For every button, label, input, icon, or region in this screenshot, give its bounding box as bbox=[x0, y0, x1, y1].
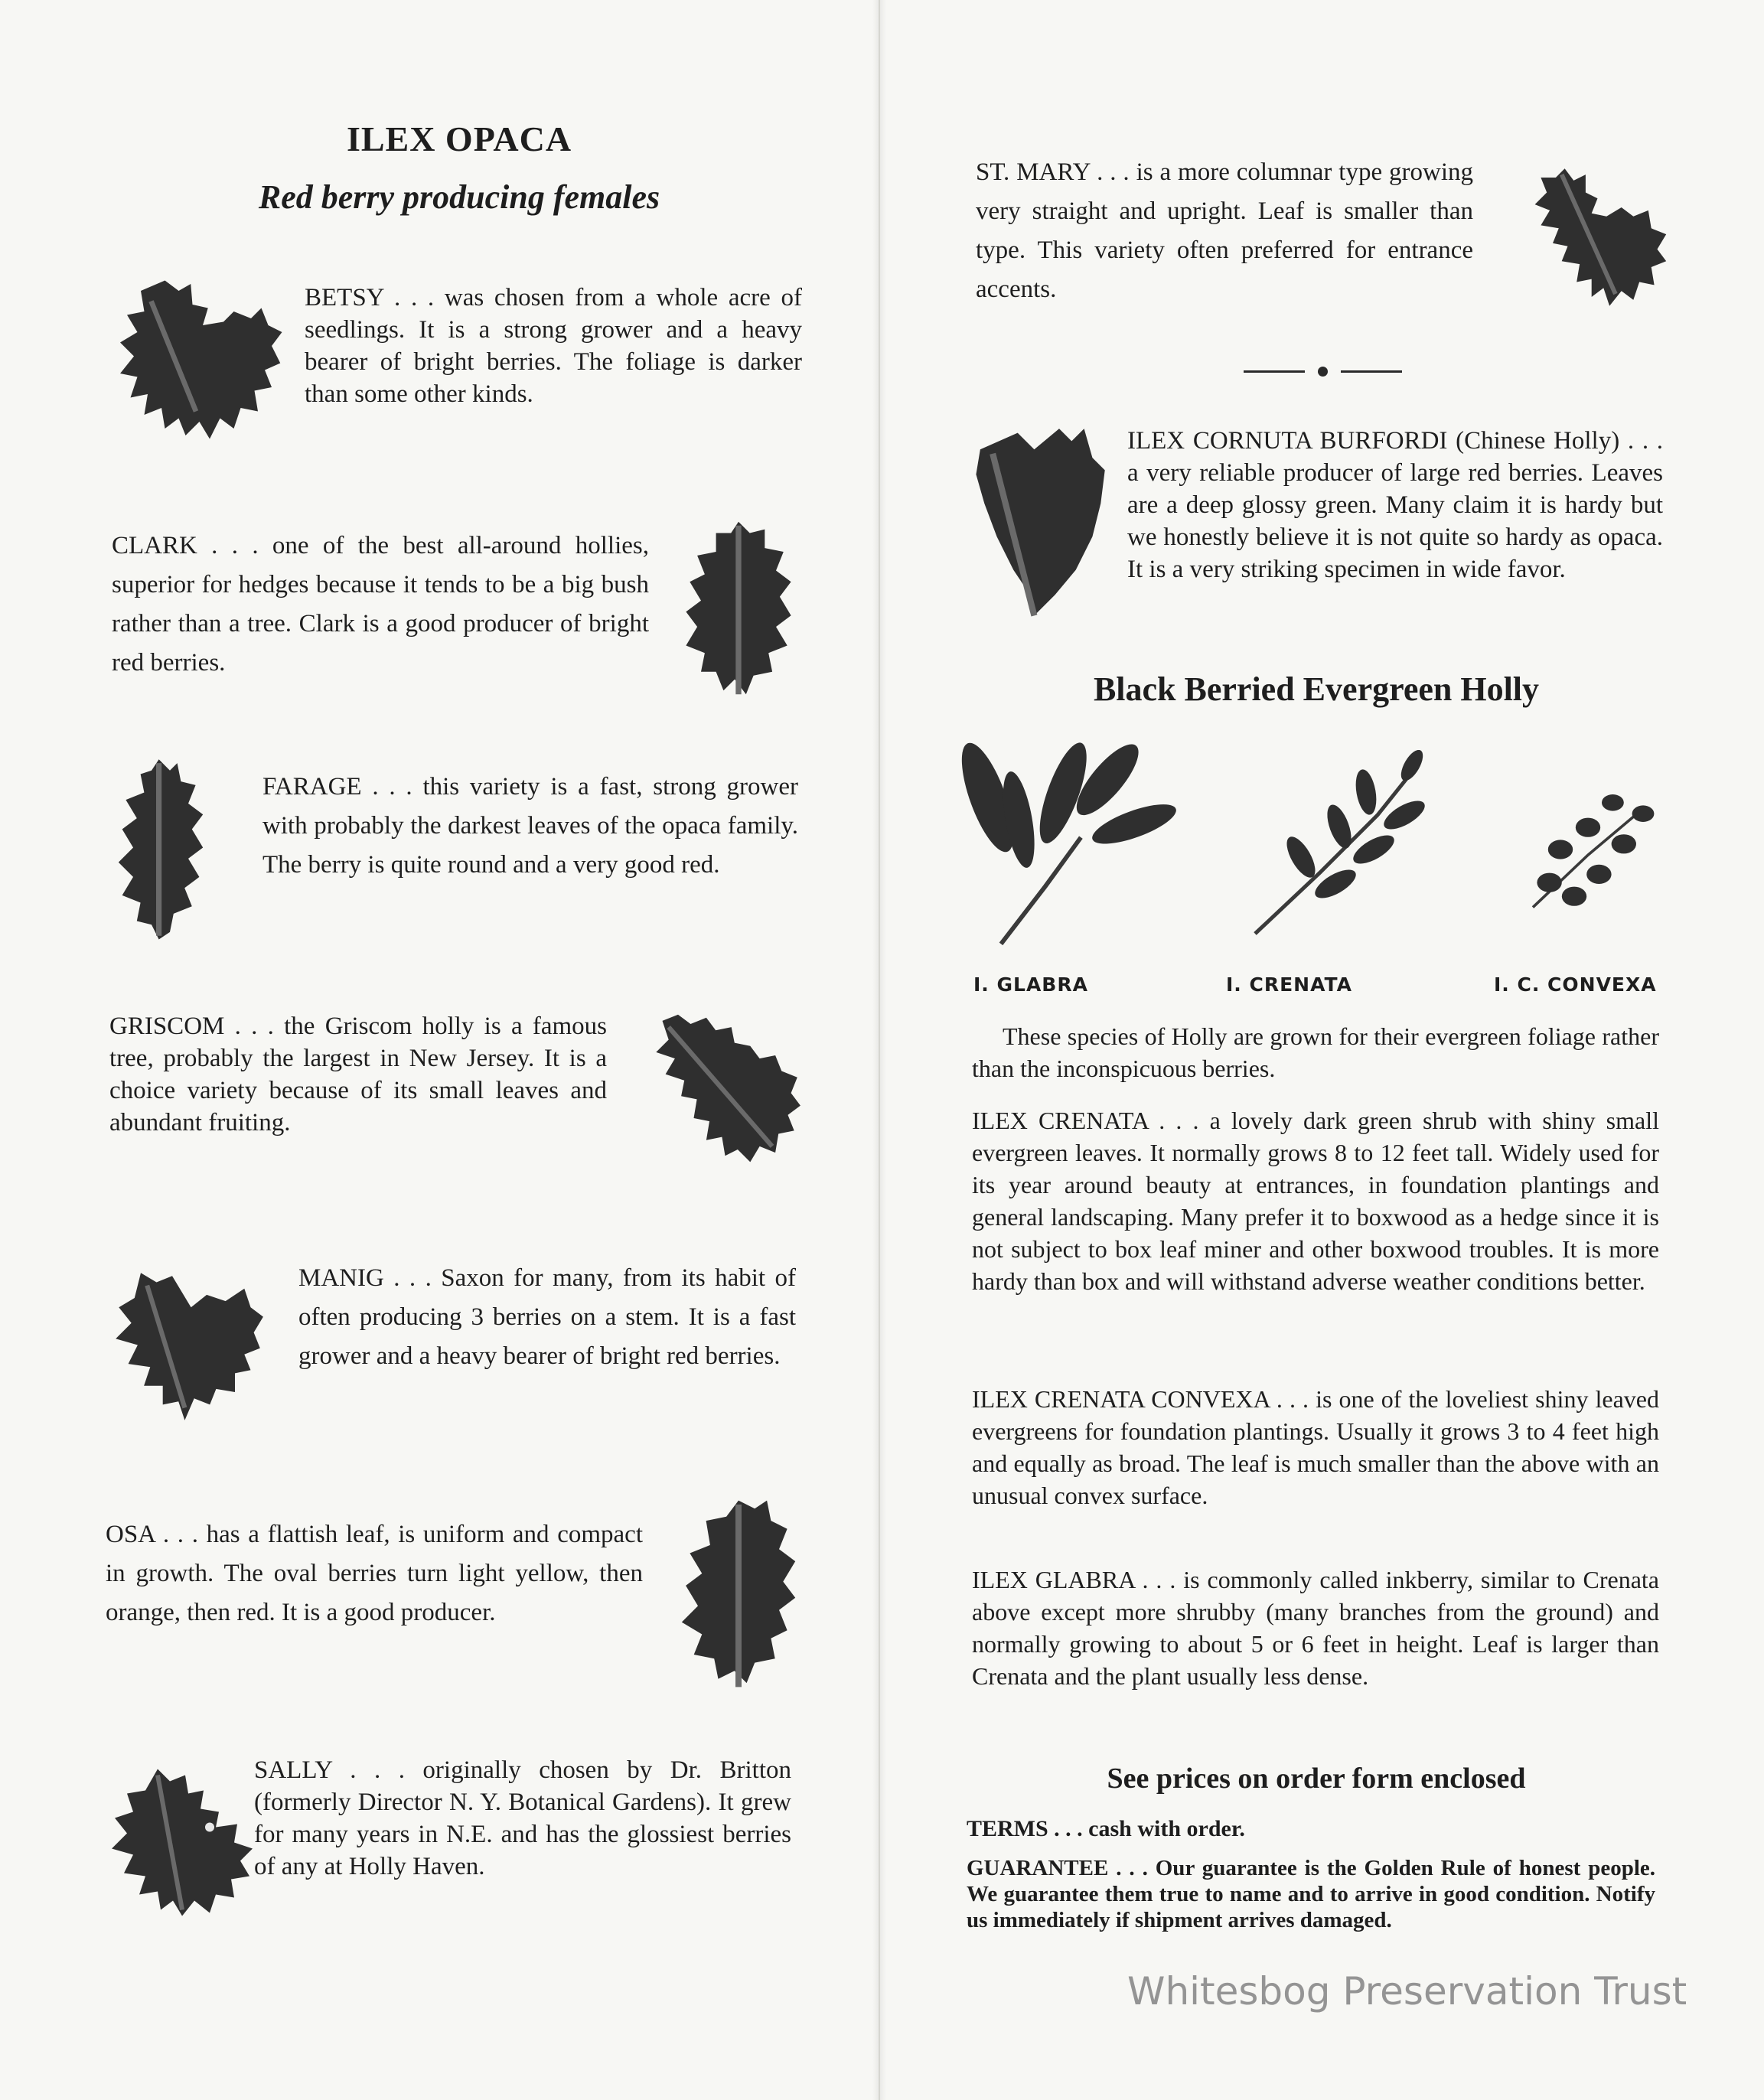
caption-glabra: I. GLABRA bbox=[973, 973, 1088, 996]
glabra-branch-icon bbox=[957, 731, 1179, 953]
holly-leaf-icon bbox=[972, 417, 1117, 631]
holly-leaf-icon bbox=[113, 260, 285, 459]
holly-leaf-icon bbox=[677, 1492, 800, 1695]
entry-st-mary: ST. MARY . . . is a more columnar type growing very straight and upright. Leaf is smaller than type. This variety often preferred for entrance accents. bbox=[976, 158, 1473, 303]
section-divider bbox=[1244, 360, 1404, 383]
convexa-branch-icon bbox=[1519, 781, 1657, 918]
holly-leaf-icon bbox=[1523, 138, 1672, 337]
holly-leaf-icon bbox=[681, 514, 796, 702]
entry-glabra: ILEX GLABRA . . . is commonly called inkberry, similar to Crenata above except more shrubby (many branches from the ground) and normally growing to about 5 or 6 feet in height. Leaf is larger than Crenata and the plant usually less dense. bbox=[972, 1566, 1659, 1690]
center-fold bbox=[872, 0, 886, 2100]
section-title-black-berried: Black Berried Evergreen Holly bbox=[1093, 670, 1540, 708]
crenata-branch-icon bbox=[1240, 750, 1439, 941]
entry-farage: FARAGE . . . this variety is a fast, strong grower with probably the darkest leaves of the opaca family. The berry is quite round and a very good red. bbox=[262, 773, 798, 879]
holly-leaf-icon bbox=[109, 1244, 266, 1446]
entry-crenata: ILEX CRENATA . . . a lovely dark green shrub with shiny small evergreen leaves. It normally grows 8 to 12 feet tall. Widely used for its year around beauty at entrances, in foundation plantings and general landscaping. Many prefer it to boxwood as a hedge since it is not subject to box leaf miner and other boxwood troubles. It is more hardy than box and will withstand adverse weather conditions better. bbox=[972, 1107, 1659, 1295]
entry-griscom: GRISCOM . . . the Griscom holly is a famous tree, probably the largest in New Jersey. It is a choice variety because of its small leaves and abundant fruiting. bbox=[109, 1012, 607, 1136]
entry-manig: MANIG . . . Saxon for many, from its habit of often producing 3 berries on a stem. It is a fast grower and a heavy bearer of bright red berries. bbox=[298, 1264, 796, 1370]
entry-sally: SALLY . . . originally chosen by Dr. Britton (formerly Director N. Y. Botanical Gardens). It grew for many years in N.E. and has the glossiest berries of any at Holly Haven. bbox=[254, 1756, 791, 1880]
watermark: Whitesbog Preservation Trust bbox=[1127, 1969, 1687, 2014]
prices-heading: See prices on order form enclosed bbox=[1107, 1762, 1526, 1795]
entry-convexa: ILEX CRENATA CONVEXA . . . is one of the loveliest shiny leaved evergreens for foundation plantings. Usually it grows 3 to 4 feet high and equally as broad. The leaf is much smaller than the above with an unusual convex surface. bbox=[972, 1385, 1659, 1509]
holly-leaf-icon bbox=[647, 999, 804, 1175]
entry-betsy: BETSY . . . was chosen from a whole acre of seedlings. It is a strong grower and a heavy bearer of bright berries. The foliage is darker than some other kinds. bbox=[305, 284, 802, 408]
entry-clark: CLARK . . . one of the best all-around hollies, superior for hedges because it tends to be a big bush rather than a tree. Clark is a good producer of bright red berries. bbox=[112, 532, 649, 677]
caption-crenata: I. CRENATA bbox=[1226, 973, 1352, 996]
holly-leaf-icon bbox=[115, 746, 207, 949]
intro-paragraph: These species of Holly are grown for their evergreen foliage rather than the inconspicuous berries. bbox=[972, 1022, 1659, 1082]
terms-line: TERMS . . . cash with order. bbox=[967, 1816, 1245, 1841]
caption-convexa: I. C. CONVEXA bbox=[1494, 973, 1657, 996]
guarantee-paragraph: GUARANTEE . . . Our guarantee is the Golden Rule of honest people. We guarantee them true to name and to arrive in good condition. Notify us immediately if shipment arrives damaged. bbox=[967, 1856, 1655, 1932]
page-subtitle: Red berry producing females bbox=[258, 178, 660, 216]
entry-osa: OSA . . . has a flattish leaf, is uniform and compact in growth. The oval berries turn light yellow, then orange, then red. It is a good producer. bbox=[106, 1521, 643, 1626]
entry-burfordi: ILEX CORNUTA BURFORDI (Chinese Holly) . . . a very reliable producer of large red berries. Leaves are a deep glossy green. Many claim it is hardy but we honestly believe it is not quite so hardy as opaca. It is a very striking specimen in wide favor. bbox=[1127, 427, 1663, 583]
page-title: ILEX OPACA bbox=[346, 119, 572, 158]
holly-leaf-icon bbox=[106, 1733, 259, 1952]
